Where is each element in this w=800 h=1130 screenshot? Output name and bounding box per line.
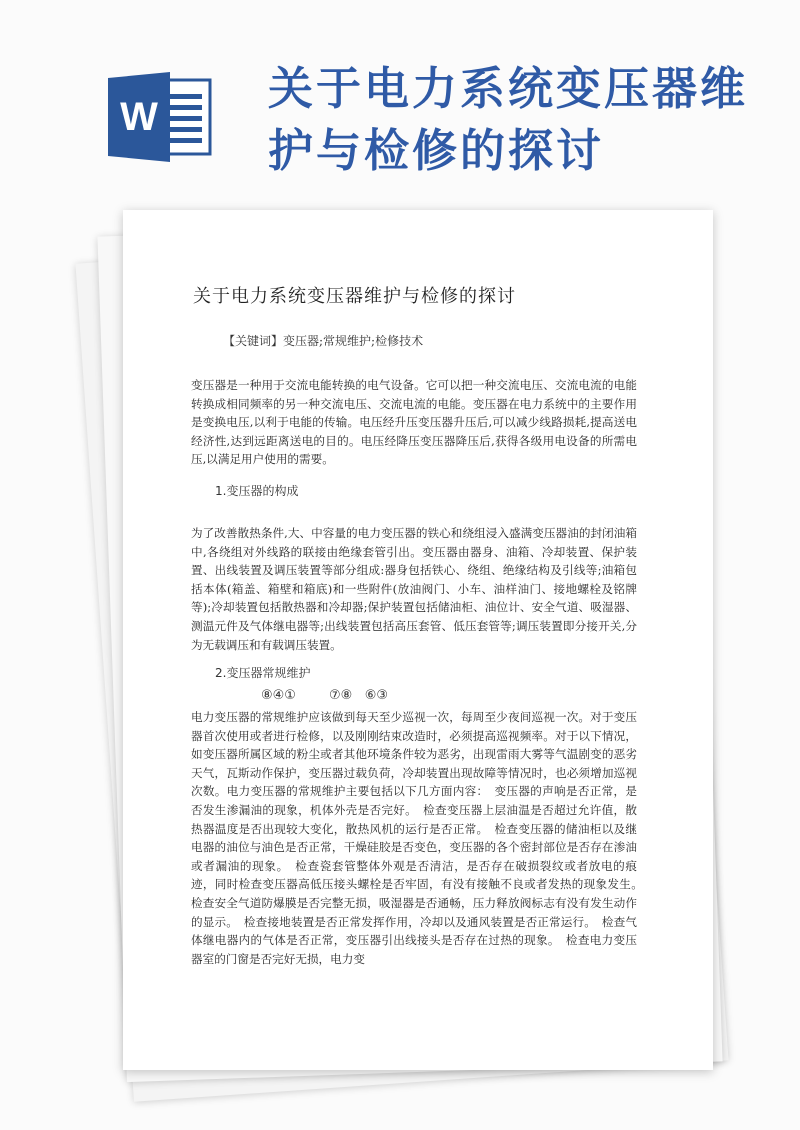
keywords-line: 【关键词】变压器;常规维护;检修技术 [223,334,424,348]
word-logo-icon [108,72,212,162]
section2-circled-numbers: ⑧④① ⑦⑧ ⑥③ [261,688,389,703]
banner-title-line2: 护与检修的探讨 [268,124,605,177]
banner-title [268,58,768,182]
banner-title-line1: 关于电力系统变压器维 [268,62,749,115]
section1-paragraph: 为了改善散热条件,大、中容量的电力变压器的铁心和绕组浸入盛满变压器油的封闭油箱中,各绕组对外线路的联接由绝缘套管引出。变压器由器身、油箱、冷却装置、保护装置、出线装置及调压装置等部分组成:器身包括铁心、绕组、绝缘结构及引线等;油箱包括本体(箱盖、箱壁和箱底)和一些附件(放油阀门、小车、油样油门、接地螺栓及铭牌等);冷却装置包括散热器和冷却器;保护装置包括储油柜、油位计、安全气道、吸湿器、测温元件及气体继电器等;出线装置包括高压套管、低压套管等;调压装置即分接开关,分为无载调压和有载调压装置。 [191,526,637,652]
section2-paragraph: 电力变压器的常规维护应该做到每天至少巡视一次，每周至少夜间巡视一次。对于变压器首次使用或者进行检修，以及刚刚结束改造时，必须提高巡视频率。对于以下情况，如变压器所属区域的粉尘或者其他环境条件较为恶劣，出现雷雨大雾等气温剧变的恶劣天气，瓦斯动作保护，变压器过载负荷，冷却装置出现故障等情况时，也必须增加巡视次数。电力变压器的常规维护主要包括以下几方面内容： 变压器的声响是否正常，是否发生渗漏油的现象，机体外壳是否完好。 检查变压器上层油温是否超过允许值，散热器温度是否出现较大变化，散热风机的运行是否正常。 检查变压器的储油柜以及继电器的油位与油色是否正常，干燥硅胶是否变色，变压器的各个密封部位是否存在渗油或者漏油的现象。 检查瓷套管整体外观是否清洁，是否存在破损裂纹或者放电的痕迹，同时检查变压器高低压接头螺栓是否牢固，有没有接触不良或者发热的现象发生。 检查安全气道防爆膜是否完整无损，吸湿器是否通畅，压力释放阀标志有没有发生动作的显示。 检查接地装置是否正常发挥作用，冷却以及通风装置是否正常运行。 检查气体继电器内的气体是否正常，变压器引出线接头是否存在过热的现象。 检查电力变压器室的门窗是否完好无损，电力变 [191,710,649,966]
document-page [123,210,713,1070]
section2-heading: 2.变压器常规维护 [215,666,311,680]
intro-paragraph: 变压器是一种用于交流电能转换的电气设备。它可以把一种交流电压、交流电流的电能转换成相同频率的另一种交流电压、交流电流的电能。变压器在电力系统中的主要作用是变换电压,以利于电能的传输。电压经升压变压器升压后,可以减少线路损耗,提高送电经济性,达到远距离送电的目的。电压经降压变压器降压后,获得各级用电设备的所需电压,以满足用户使用的需要。 [191,378,637,467]
word-logo-letter: W [120,95,158,139]
document-title: 关于电力系统变压器维护与检修的探讨 [193,286,516,307]
section1-heading: 1.变压器的构成 [215,484,299,498]
